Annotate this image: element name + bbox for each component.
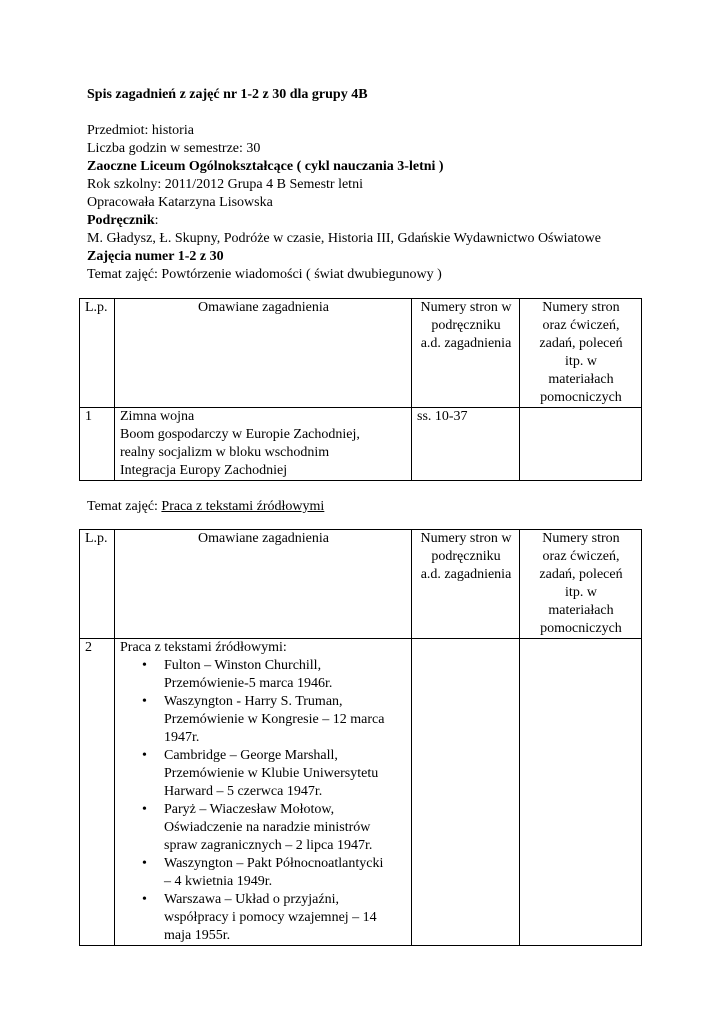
bullet-icon: • <box>142 802 147 817</box>
issues-intro: Praca z tekstami źródłowymi: <box>120 640 287 655</box>
textbook-heading <box>87 212 647 230</box>
header-lp: L.p. <box>80 530 115 639</box>
header-materials-line: itp. w <box>565 585 597 600</box>
topic2-prefix: Temat zajęć: <box>87 499 162 514</box>
row-lp: 1 <box>80 408 115 481</box>
header-materials-line: Numery stron <box>542 531 620 546</box>
list-item-line: 1947r. <box>164 730 200 745</box>
topic2-text: Praca z tekstami źródłowymi <box>161 499 325 514</box>
list-item-line: Waszyngton – Pakt Północnoatlantycki <box>164 856 384 871</box>
row-pages <box>412 639 520 946</box>
header-materials-line: oraz ćwiczeń, <box>542 549 620 564</box>
row-pages: ss. 10-37 <box>412 408 520 481</box>
header-pages-line: podręczniku <box>431 549 501 564</box>
header-pages-line: Numery stron w <box>420 531 512 546</box>
list-item-line: spraw zagranicznych – 2 lipca 1947r. <box>164 838 373 853</box>
issue-line: Integracja Europy Zachodniej <box>120 463 288 478</box>
header-issues: Omawiane zagadnienia <box>115 530 412 639</box>
header-materials <box>520 299 642 408</box>
table-header-row <box>80 530 642 639</box>
row-issues <box>115 408 412 481</box>
header-materials-line: zadań, poleceń <box>539 336 623 351</box>
header-pages <box>412 530 520 639</box>
list-item-line: Przemówienie w Kongresie – 12 marca <box>164 712 385 727</box>
bullet-icon: • <box>142 658 147 673</box>
table-header-row <box>80 299 642 408</box>
row-materials <box>520 639 642 946</box>
bullet-icon: • <box>142 856 147 871</box>
header-materials-line: Numery stron <box>542 300 620 315</box>
row-materials <box>520 408 642 481</box>
header-materials-line: materiałach <box>548 603 614 618</box>
topic1-line: Temat zajęć: Powtórzenie wiadomości ( świat dwubiegunowy ) <box>87 267 442 282</box>
issue-line: realny socjalizm w bloku wschodnim <box>120 445 330 460</box>
hours-line: Liczba godzin w semestrze: 30 <box>87 141 261 156</box>
list-item-line: współpracy i pomocy wzajemnej – 14 <box>164 910 377 925</box>
row-issues <box>115 639 412 946</box>
list-item-line: Cambridge – George Marshall, <box>164 748 338 763</box>
header-materials-line: materiałach <box>548 372 614 387</box>
list-item-line: Oświadczenie na naradzie ministrów <box>164 820 371 835</box>
list-item-line: Waszyngton - Harry S. Truman, <box>164 694 343 709</box>
header-materials-line: itp. w <box>565 354 597 369</box>
issues-table-1 <box>79 298 642 481</box>
school-year-line: Rok szkolny: 2011/2012 Grupa 4 B Semestr letni <box>87 177 363 192</box>
header-pages-line: a.d. zagadnienia <box>420 567 512 582</box>
source-list <box>120 657 407 945</box>
list-item-line: Fulton – Winston Churchill, <box>164 658 322 673</box>
school-line: Zaoczne Liceum Ogólnokształcące ( cykl nauczania 3-letni ) <box>87 159 444 174</box>
header-pages-line: Numery stron w <box>420 300 512 315</box>
bullet-icon: • <box>142 694 147 709</box>
header-pages-line: podręczniku <box>431 318 501 333</box>
bullet-icon: • <box>142 892 147 907</box>
header-materials-line: oraz ćwiczeń, <box>542 318 620 333</box>
topic2-line <box>87 498 647 516</box>
list-item-line: Harward – 5 czerwca 1947r. <box>164 784 323 799</box>
header-materials-line: pomocniczych <box>540 390 622 405</box>
textbook-colon: : <box>154 213 159 228</box>
header-lp: L.p. <box>80 299 115 408</box>
issue-line: Zimna wojna <box>120 409 195 424</box>
list-item-line: Przemówienie w Klubie Uniwersytetu <box>164 766 379 781</box>
list-item <box>142 693 407 747</box>
lesson-line: Zajęcia numer 1-2 z 30 <box>87 249 224 264</box>
subject-line: Przedmiot: historia <box>87 123 194 138</box>
list-item-line: – 4 kwietnia 1949r. <box>164 874 273 889</box>
list-item-line: Warszawa – Układ o przyjaźni, <box>164 892 339 907</box>
issue-line: Boom gospodarczy w Europie Zachodniej, <box>120 427 360 442</box>
row-lp: 2 <box>80 639 115 946</box>
list-item <box>142 801 407 855</box>
list-item <box>142 891 407 945</box>
author-line: Opracowała Katarzyna Lisowska <box>87 195 273 210</box>
document-title: Spis zagadnień z zajęć nr 1-2 z 30 dla grupy 4B <box>87 87 368 102</box>
header-materials-line: pomocniczych <box>540 621 622 636</box>
table-row <box>80 408 642 481</box>
table-row <box>80 639 642 946</box>
issues-table-2 <box>79 529 642 946</box>
header-issues: Omawiane zagadnienia <box>115 299 412 408</box>
list-item-line: Paryż – Wiaczesław Mołotow, <box>164 802 335 817</box>
header-pages-line: a.d. zagadnienia <box>420 336 512 351</box>
textbook-line: M. Gładysz, Ł. Skupny, Podróże w czasie, Historia III, Gdańskie Wydawnictwo Oświatowe <box>87 231 601 246</box>
header-pages <box>412 299 520 408</box>
header-materials-line: zadań, poleceń <box>539 567 623 582</box>
list-item <box>142 747 407 801</box>
list-item-line: Przemówienie-5 marca 1946r. <box>164 676 333 691</box>
list-item <box>142 855 407 891</box>
list-item <box>142 657 407 693</box>
header-materials <box>520 530 642 639</box>
document-page <box>87 86 647 946</box>
textbook-label: Podręcznik <box>87 213 155 228</box>
bullet-icon: • <box>142 748 147 763</box>
list-item-line: maja 1955r. <box>164 928 231 943</box>
